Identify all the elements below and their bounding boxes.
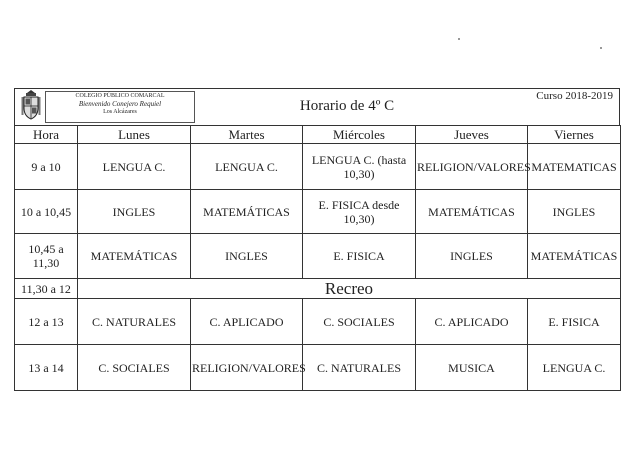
table-row — [15, 144, 621, 190]
subject-cell: INGLES — [416, 234, 528, 279]
subject-cell: MATEMÁTICAS — [416, 190, 528, 234]
recess-cell: Recreo — [78, 279, 621, 299]
column-header-hora: Hora — [15, 126, 78, 144]
time-cell: 10,45 a 11,30 — [15, 234, 78, 279]
recess-row — [15, 279, 621, 299]
table-row — [15, 190, 621, 234]
subject-cell: INGLES — [528, 190, 621, 234]
school-name-box — [45, 91, 195, 123]
subject-cell: LENGUA C. — [528, 345, 621, 391]
time-cell: 10 a 10,45 — [15, 190, 78, 234]
subject-cell: MATEMÁTICAS — [528, 234, 621, 279]
time-cell: 12 a 13 — [15, 299, 78, 345]
table-row — [15, 345, 621, 391]
sheet-header — [14, 88, 620, 126]
subject-cell: INGLES — [78, 190, 191, 234]
scan-speck — [458, 38, 460, 40]
subject-cell: C. SOCIALES — [303, 299, 416, 345]
time-cell: 9 a 10 — [15, 144, 78, 190]
subject-cell: RELIGION/VALORES — [416, 144, 528, 190]
subject-cell: E. FISICA desde 10,30) — [303, 190, 416, 234]
subject-cell: C. SOCIALES — [78, 345, 191, 391]
subject-cell: MATEMATICAS — [528, 144, 621, 190]
subject-cell: LENGUA C. (hasta 10,30) — [303, 144, 416, 190]
subject-cell: LENGUA C. — [191, 144, 303, 190]
school-line-1: COLEGIO PÚBLICO COMARCAL — [75, 93, 165, 99]
course-year: Curso 2018-2019 — [536, 90, 613, 102]
table-row — [15, 299, 621, 345]
subject-cell: MUSICA — [416, 345, 528, 391]
subject-cell: E. FISICA — [303, 234, 416, 279]
subject-cell: MATEMÁTICAS — [191, 190, 303, 234]
timetable-header-row — [15, 126, 621, 144]
school-stamp — [19, 90, 194, 122]
subject-cell: LENGUA C. — [78, 144, 191, 190]
subject-cell: C. APLICADO — [191, 299, 303, 345]
school-line-3: Los Alcázares — [103, 109, 137, 115]
subject-cell: INGLES — [191, 234, 303, 279]
subject-cell: MATEMÁTICAS — [78, 234, 191, 279]
schedule-sheet — [14, 88, 620, 445]
column-header-miercoles: Miércoles — [303, 126, 416, 144]
school-line-2: Bienvenido Conejero Requiel — [78, 100, 162, 108]
subject-cell: RELIGION/VALORES — [191, 345, 303, 391]
column-header-viernes: Viernes — [528, 126, 621, 144]
column-header-jueves: Jueves — [416, 126, 528, 144]
page-title: Horario de 4º C — [299, 98, 395, 114]
timetable — [14, 125, 621, 391]
time-cell: 13 a 14 — [15, 345, 78, 391]
subject-cell: C. NATURALES — [303, 345, 416, 391]
subject-cell: C. NATURALES — [78, 299, 191, 345]
subject-cell: E. FISICA — [528, 299, 621, 345]
time-cell: 11,30 a 12 — [15, 279, 78, 299]
scan-speck — [600, 47, 602, 49]
column-header-lunes: Lunes — [78, 126, 191, 144]
coat-of-arms-icon — [21, 90, 41, 120]
column-header-martes: Martes — [191, 126, 303, 144]
table-row — [15, 234, 621, 279]
subject-cell: C. APLICADO — [416, 299, 528, 345]
